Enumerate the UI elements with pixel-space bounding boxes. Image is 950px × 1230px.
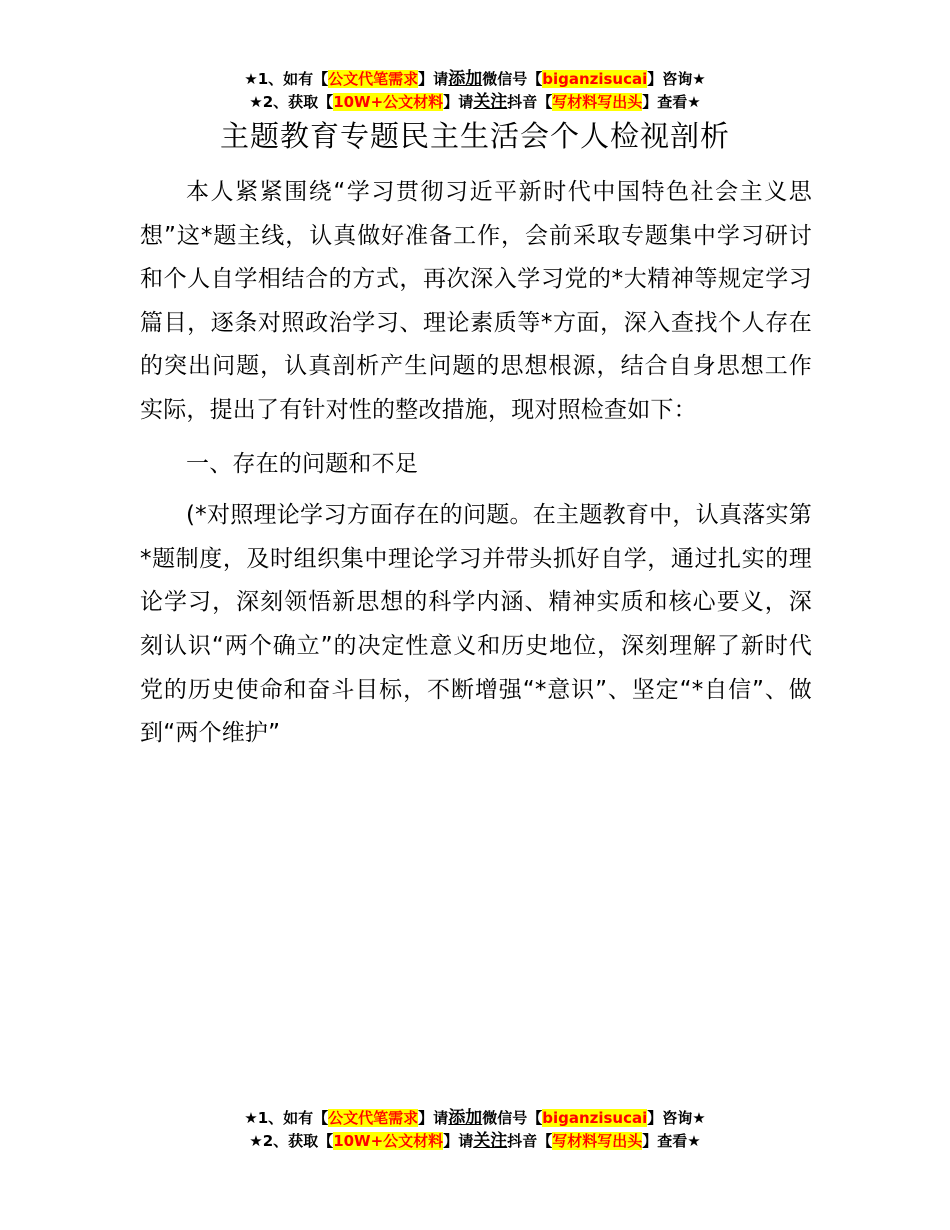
banner-text: 】请 [418, 70, 449, 88]
banner-text: 】咨询★ [647, 70, 706, 88]
banner-highlight: biganzisucai [542, 1109, 648, 1127]
banner-line-2 [0, 91, 950, 114]
banner-emphasis: 添加 [448, 69, 483, 89]
banner-text: 】请 [443, 1132, 474, 1150]
paragraph-intro: 本人紧紧围绕“学习贯彻习近平新时代中国特色社会主义思想”这*题主线，认真做好准备工作，会前采取专题集中学习研讨和个人自学相结合的方式，再次深入学习党的*大精神等规定学习篇目，逐条对照政治学习、理论素质等*方面，深入查找个人存在的突出问题，认真剖析产生问题的思想根源，结合自身思想工作实际，提出了有针对性的整改措施，现对照检查如下： [140, 179, 812, 423]
banner-text: 微信号【 [482, 1109, 543, 1127]
banner-emphasis: 关注 [473, 92, 508, 112]
banner-text: 抖音【 [507, 93, 553, 111]
banner-highlight: 公文代笔需求 [328, 70, 419, 88]
banner-text: ★2、获取【 [249, 1132, 334, 1150]
document-title: 主题教育专题民主生活会个人检视剖析 [219, 119, 730, 153]
banner-highlight: 10W+公文材料 [333, 1132, 444, 1150]
bottom-promo-banner [0, 1107, 950, 1153]
banner-highlight: 写材料写出头 [552, 1132, 643, 1150]
banner-text: ★2、获取【 [249, 93, 334, 111]
document-body [140, 171, 812, 756]
banner-text: 】咨询★ [647, 1109, 706, 1127]
banner-line-1 [0, 68, 950, 91]
banner-highlight: biganzisucai [542, 70, 648, 88]
banner-highlight: 写材料写出头 [552, 93, 643, 111]
banner-highlight: 10W+公文材料 [333, 93, 444, 111]
banner-line-2 [0, 1130, 950, 1153]
banner-text: ★1、如有【 [244, 70, 329, 88]
banner-line-1 [0, 1107, 950, 1130]
banner-emphasis: 关注 [473, 1131, 508, 1151]
banner-text: 】请 [418, 1109, 449, 1127]
banner-emphasis: 添加 [448, 1108, 483, 1128]
banner-text: 抖音【 [507, 1132, 553, 1150]
banner-highlight: 公文代笔需求 [328, 1109, 419, 1127]
banner-text: ★1、如有【 [244, 1109, 329, 1127]
paragraph-theory-study: (*对照理论学习方面存在的问题。在主题教育中，认真落实第*题制度，及时组织集中理论学习并带头抓好自学，通过扎实的理论学习，深刻领悟新思想的科学内涵、精神实质和核心要义，深刻认识“两个确立”的决定性意义和历史地位，深刻理解了新时代党的历史使命和奋斗目标，不断增强“*意识”、坚定“*自信”、做到“两个维护” [140, 502, 812, 747]
banner-text: 】查看★ [642, 1132, 701, 1150]
section-heading: 一、存在的问题和不足 [186, 450, 418, 477]
banner-text: 】查看★ [642, 93, 701, 111]
banner-text: 微信号【 [482, 70, 543, 88]
banner-text: 】请 [443, 93, 474, 111]
top-promo-banner [0, 68, 950, 114]
